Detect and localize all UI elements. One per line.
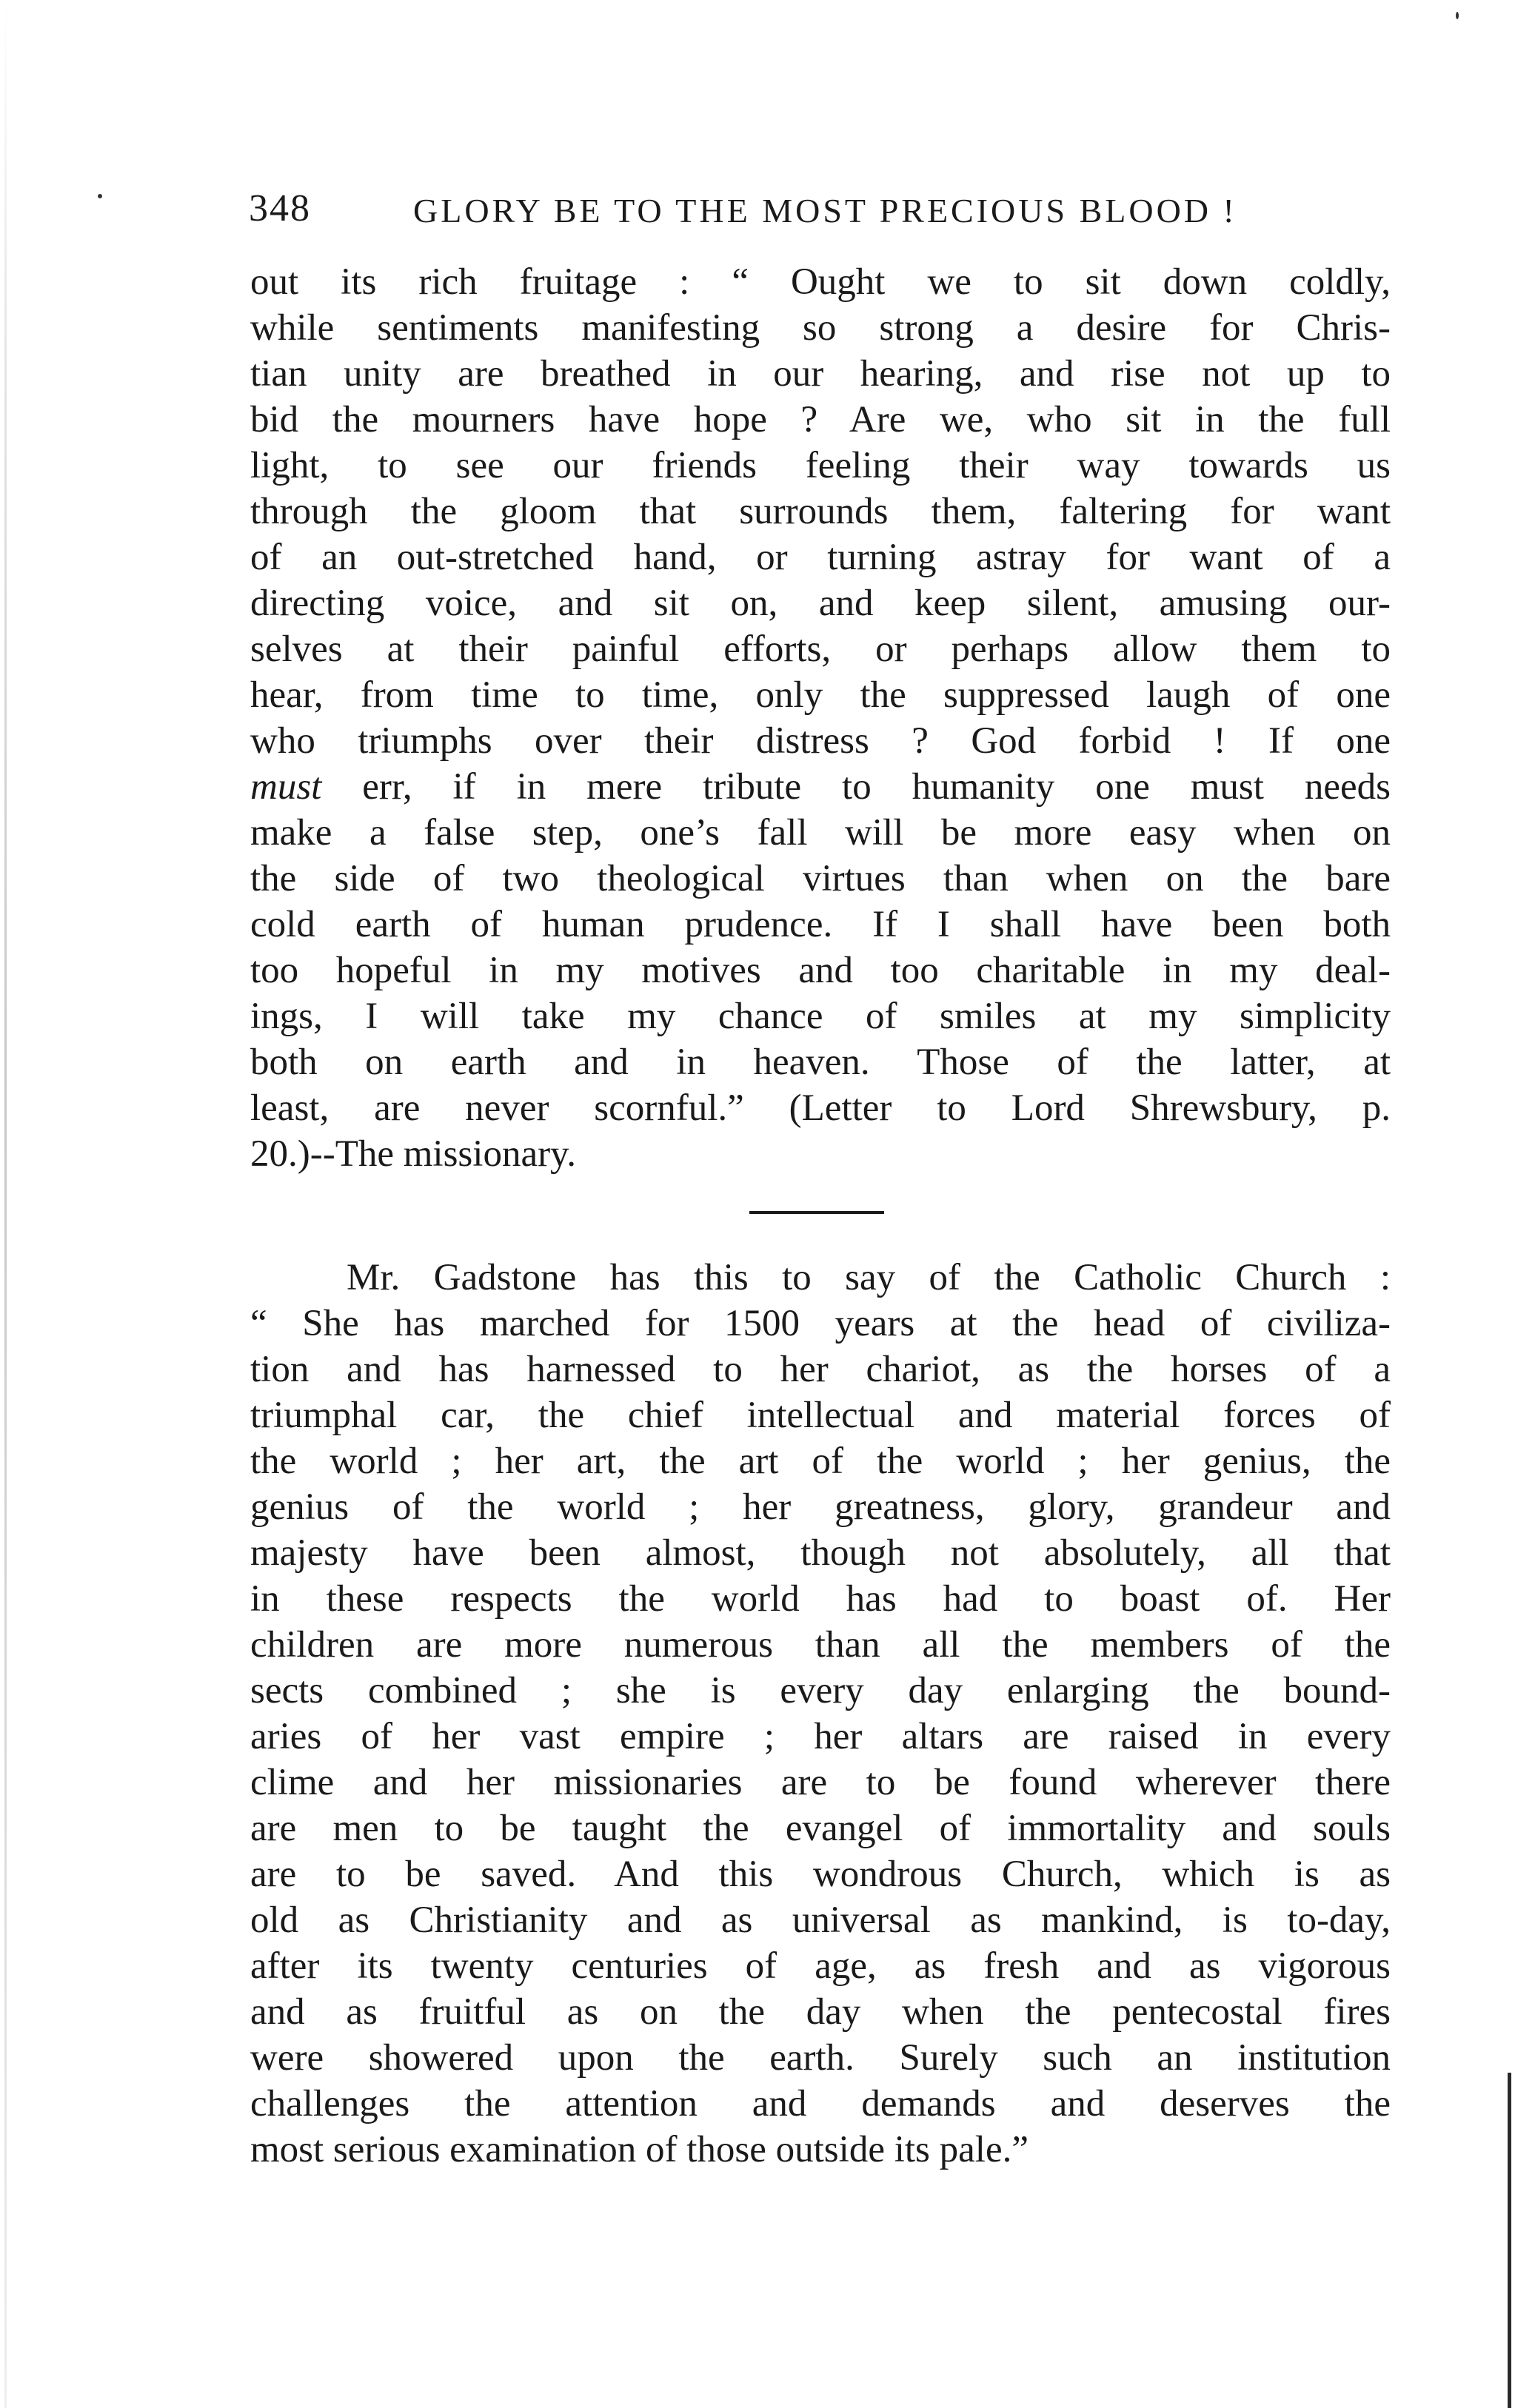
text-line: too hopeful in my motives and too charitable in my deal- (250, 950, 1391, 991)
text-line: are men to be taught the evangel of immortality and souls (250, 1808, 1391, 1849)
text-line: clime and her missionaries are to be found wherever there (250, 1762, 1391, 1803)
text-line: light, to see our friends feeling their way towards us (250, 445, 1391, 486)
text-line: and as fruitful as on the day when the pentecostal fires (250, 1991, 1391, 2033)
text-line: bid the mourners have hope ? Are we, who sit in the full (250, 399, 1391, 440)
text-line: “ She has marched for 1500 years at the head of civiliza- (250, 1303, 1391, 1344)
text-line: are to be saved. And this wondrous Church, which is as (250, 1854, 1391, 1895)
running-head-title: GLORY BE TO THE MOST PRECIOUS BLOOD ! (413, 192, 1237, 229)
text-line: directing voice, and sit on, and keep silent, amusing our- (250, 583, 1391, 624)
text-line: both on earth and in heaven. Those of the latter, at (250, 1042, 1391, 1083)
scan-speck (1456, 12, 1459, 19)
text-line: cold earth of human prudence. If I shall have been both (250, 904, 1391, 945)
text-line: in these respects the world has had to boast of. Her (250, 1578, 1391, 1620)
page-number: 348 (249, 187, 311, 229)
text-line: out its rich fruitage : “ Ought we to sit down coldly, (250, 261, 1391, 303)
text-line: children are more numerous than all the members of the (250, 1624, 1391, 1666)
text-line: old as Christianity and as universal as mankind, is to-day, (250, 1899, 1391, 1941)
text-line: were showered upon the earth. Surely such an institution (250, 2037, 1391, 2079)
text-line: hear, from time to time, only the suppressed laugh of one (250, 674, 1391, 716)
text-line: through the gloom that surrounds them, faltering for want (250, 491, 1391, 532)
emphasis: must (250, 766, 322, 808)
text-line: make a false step, one’s fall will be more easy when on (250, 812, 1391, 853)
text-line: the world ; her art, the art of the world ; her genius, the (250, 1441, 1391, 1482)
text-line: sects combined ; she is every day enlarging the bound- (250, 1670, 1391, 1711)
text-line: selves at their painful efforts, or perhaps allow them to (250, 628, 1391, 670)
text-line: triumphal car, the chief intellectual and material forces of (250, 1395, 1391, 1436)
text-line: must err, if in mere tribute to humanity one must needs (250, 766, 1391, 808)
text-line: tion and has harnessed to her chariot, as the horses of a (250, 1349, 1391, 1390)
paragraph-letter-quote (250, 259, 1391, 1177)
text-line: tian unity are breathed in our hearing, and rise not up to (250, 353, 1391, 395)
text-line: 20.)--The missionary. (250, 1133, 576, 1175)
text-line: ings, I will take my chance of smiles at my simplicity (250, 996, 1391, 1037)
text-line: least, are never scornful.” (Letter to Lord Shrewsbury, p. (250, 1087, 1391, 1129)
text-line: aries of her vast empire ; her altars are raised in every (250, 1716, 1391, 1757)
text-line: Mr. Gadstone has this to say of the Catholic Church : (347, 1257, 1391, 1298)
text-line: while sentiments manifesting so strong a desire for Chris- (250, 307, 1391, 349)
text-line: who triumphs over their distress ? God forbid ! If one (250, 720, 1391, 762)
text-line: challenges the attention and demands and deserves the (250, 2083, 1391, 2124)
scan-edge-mark (1508, 2073, 1511, 2408)
text-line: of an out-stretched hand, or turning astray for want of a (250, 537, 1391, 578)
paragraph-gadstone-quote (250, 1255, 1391, 2173)
scan-edge-shadow (4, 0, 7, 2408)
text-line: the side of two theological virtues than when on the bare (250, 858, 1391, 899)
text-line: after its twenty centuries of age, as fresh and as vigorous (250, 1945, 1391, 1987)
section-divider (749, 1211, 884, 1214)
text-line: genius of the world ; her greatness, glory, grandeur and (250, 1486, 1391, 1528)
running-head (249, 187, 1241, 238)
scan-speck (98, 194, 102, 198)
text-line: majesty have been almost, though not absolutely, all that (250, 1532, 1391, 1574)
text-line: most serious examination of those outside its pale.” (250, 2129, 1029, 2170)
